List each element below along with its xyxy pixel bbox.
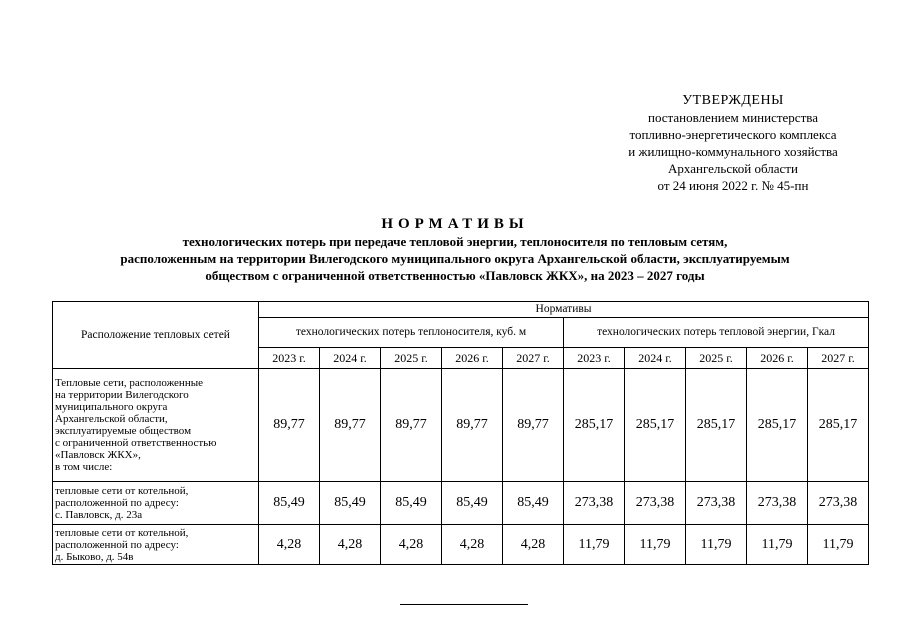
norms-header: Нормативы: [259, 302, 869, 318]
table-row: [53, 525, 869, 565]
heat-value: 273,38: [625, 482, 686, 525]
coolant-value: 89,77: [320, 369, 381, 482]
year-header: 2026 г.: [747, 348, 808, 369]
heat-group-header: технологических потерь тепловой энергии, Гкал: [564, 318, 869, 348]
year-header: 2026 г.: [442, 348, 503, 369]
location-header: Расположение тепловых сетей: [53, 302, 259, 369]
row-label: тепловые сети от котельной, расположенной по адресу: д. Быково, д. 54в: [53, 525, 259, 565]
heat-value: 273,38: [686, 482, 747, 525]
year-header: 2025 г.: [381, 348, 442, 369]
heat-value: 11,79: [747, 525, 808, 565]
row-label: Тепловые сети, расположенные на территории Вилегодского муниципального округа Архангельской области, эксплуатируемые обществом с ограниченной ответственностью «Павловск ЖКХ», в том числе:: [53, 369, 259, 482]
approval-line: постановлением министерства: [647, 110, 818, 125]
coolant-group-header: технологических потерь теплоносителя, куб. м: [259, 318, 564, 348]
coolant-value: 89,77: [381, 369, 442, 482]
table-row: [53, 482, 869, 525]
norms-table: [52, 301, 869, 565]
heat-value: 285,17: [625, 369, 686, 482]
heat-value: 285,17: [808, 369, 869, 482]
coolant-value: 85,49: [442, 482, 503, 525]
title-line: обществом с ограниченной ответственностью «Павловск ЖКХ», на 2023 – 2027 годы: [205, 268, 705, 283]
heat-value: 285,17: [686, 369, 747, 482]
coolant-value: 4,28: [442, 525, 503, 565]
coolant-value: 85,49: [503, 482, 564, 525]
coolant-value: 4,28: [320, 525, 381, 565]
year-header: 2023 г.: [259, 348, 320, 369]
heat-value: 273,38: [747, 482, 808, 525]
coolant-value: 4,28: [381, 525, 442, 565]
coolant-value: 89,77: [442, 369, 503, 482]
year-header: 2027 г.: [808, 348, 869, 369]
year-header: 2025 г.: [686, 348, 747, 369]
title-line: технологических потерь при передаче тепловой энергии, теплоносителя по тепловым сетям,: [182, 234, 728, 249]
heat-value: 285,17: [564, 369, 625, 482]
coolant-value: 85,49: [320, 482, 381, 525]
coolant-value: 4,28: [259, 525, 320, 565]
table-row: [53, 369, 869, 482]
approval-heading: УТВЕРЖДЕНЫ: [682, 93, 784, 108]
approval-block: [598, 92, 868, 194]
title-line: расположенным на территории Вилегодского муниципального округа Архангельской области, эксплуатируемым: [120, 251, 790, 266]
year-header: 2024 г.: [320, 348, 381, 369]
heat-value: 11,79: [808, 525, 869, 565]
approval-line: Архангельской области: [668, 161, 798, 176]
title-main: НОРМАТИВЫ: [381, 216, 529, 232]
coolant-value: 89,77: [503, 369, 564, 482]
approval-line: от 24 июня 2022 г. № 45-пн: [657, 178, 809, 193]
coolant-value: 89,77: [259, 369, 320, 482]
coolant-value: 85,49: [381, 482, 442, 525]
year-header: 2027 г.: [503, 348, 564, 369]
heat-value: 11,79: [686, 525, 747, 565]
row-label: тепловые сети от котельной, расположенной по адресу: с. Павловск, д. 23а: [53, 482, 259, 525]
document-title: [40, 215, 870, 284]
year-header: 2024 г.: [625, 348, 686, 369]
closing-rule: [400, 604, 528, 605]
year-header: 2023 г.: [564, 348, 625, 369]
heat-value: 11,79: [625, 525, 686, 565]
heat-value: 273,38: [808, 482, 869, 525]
heat-value: 285,17: [747, 369, 808, 482]
heat-value: 273,38: [564, 482, 625, 525]
heat-value: 11,79: [564, 525, 625, 565]
approval-line: и жилищно-коммунального хозяйства: [628, 144, 838, 159]
approval-line: топливно-энергетического комплекса: [629, 127, 837, 142]
coolant-value: 85,49: [259, 482, 320, 525]
coolant-value: 4,28: [503, 525, 564, 565]
